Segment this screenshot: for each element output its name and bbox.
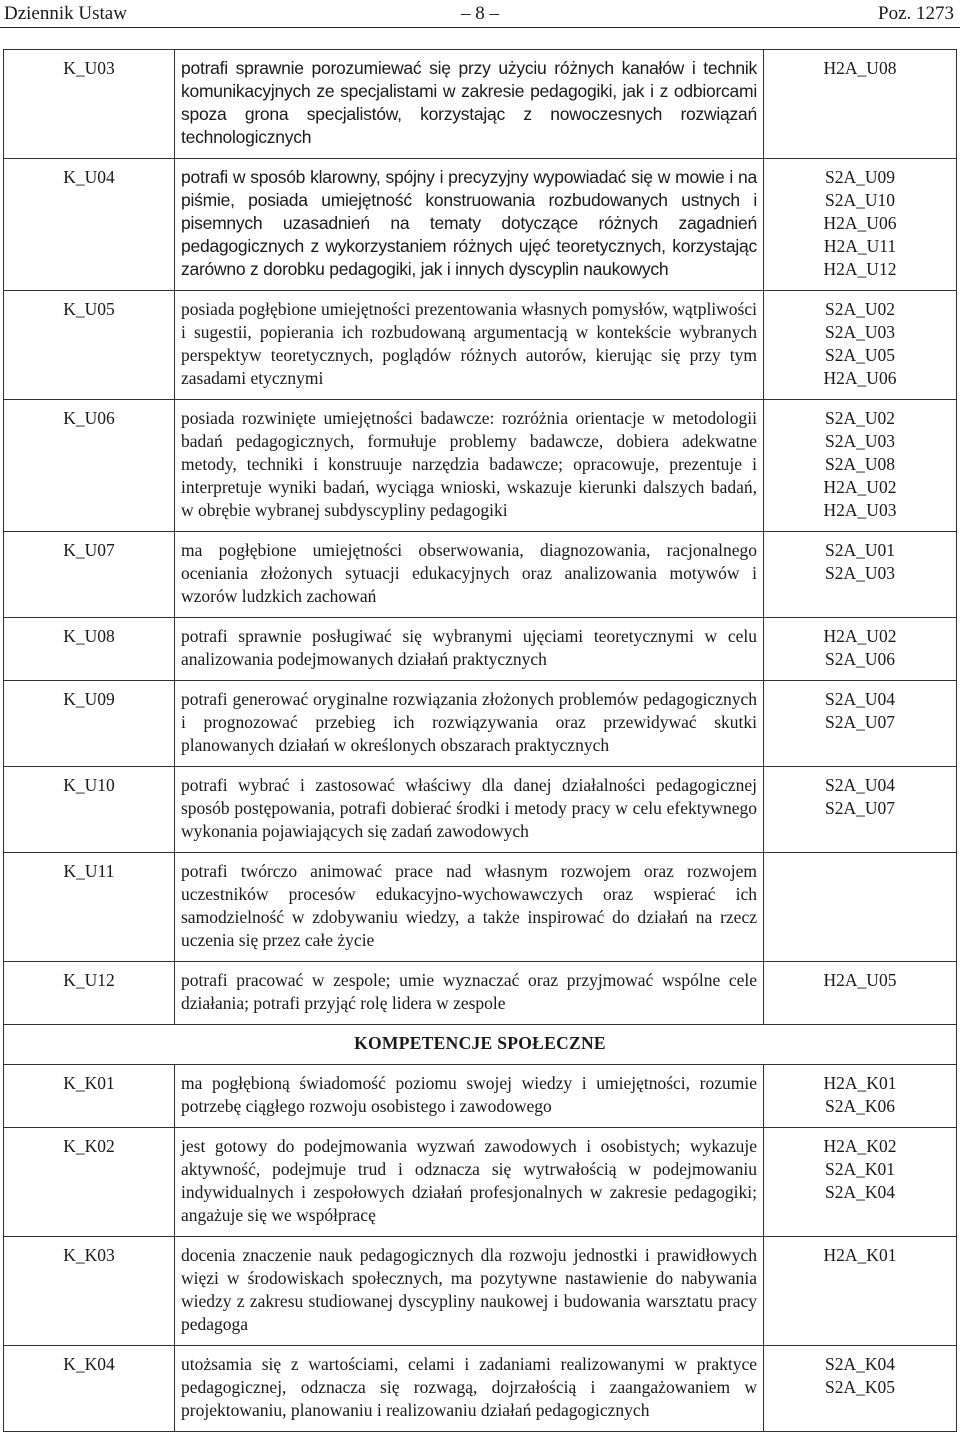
outcome-description: jest gotowy do podejmowania wyzwań zawodowych i osobistych; wykazuje aktywność, podejmuje trud i odznacza się wytrwałością w podejmowaniu indywidualnych i zespołowych działań profesjonalnych w zakresie pedagogiki; angażuje się we współpracę bbox=[175, 1128, 764, 1237]
outcome-description: docenia znaczenie nauk pedagogicznych dla rozwoju jednostki i prawidłowych więzi w środowiskach społecznych, ma pozytywne nastawienie do nabywania wiedzy z zakresu studiowanej dyscypliny naukowej i budowania warsztatu pracy pedagoga bbox=[175, 1237, 764, 1346]
reference-code: H2A_U02 bbox=[823, 477, 897, 497]
table-row bbox=[4, 159, 957, 291]
reference-code: H2A_U06 bbox=[823, 213, 897, 233]
outcome-code: K_K03 bbox=[4, 1237, 175, 1346]
header-divider bbox=[0, 27, 960, 28]
outcome-description: potrafi pracować w zespole; umie wyznaczać oraz przyjmować wspólne cele działania; potrafi przyjąć rolę lidera w zespole bbox=[175, 962, 764, 1025]
outcome-description: utożsamia się z wartościami, celami i zadaniami realizowanymi w praktyce pedagogicznej, odznacza się rozwagą, dojrzałością i zaangażowaniem w projektowaniu, planowaniu i realizowaniu działań pedagogicznych bbox=[175, 1346, 764, 1432]
outcome-references bbox=[764, 1065, 957, 1128]
outcome-description: potrafi w sposób klarowny, spójny i precyzyjny wypowiadać się w mowie i na piśmie, posiada umiejętność konstruowania rozbudowanych ustnych i pisemnych uzasadnień na tematy dotyczące różnych zagadnień pedagogicznych z wykorzystaniem różnych ujęć teoretycznych, korzystając zarówno z dorobku pedagogiki, jak i innych dyscyplin naukowych bbox=[175, 159, 764, 291]
outcome-code: K_U09 bbox=[4, 681, 175, 767]
outcome-references bbox=[764, 50, 957, 159]
outcome-description: ma pogłębione umiejętności obserwowania, diagnozowania, racjonalnego oceniania złożonych sytuacji edukacyjnych oraz analizowania motywów i wzorów ludzkich zachowań bbox=[175, 532, 764, 618]
reference-code: S2A_U04 bbox=[824, 689, 895, 709]
outcome-references bbox=[764, 1346, 957, 1432]
reference-code: S2A_U06 bbox=[824, 649, 895, 669]
learning-outcomes-table bbox=[3, 49, 957, 1432]
outcome-references bbox=[764, 1128, 957, 1237]
reference-code: H2A_K01 bbox=[823, 1245, 897, 1265]
table-row bbox=[4, 532, 957, 618]
outcome-code: K_K04 bbox=[4, 1346, 175, 1432]
page-number: – 8 – bbox=[461, 3, 499, 24]
outcome-code: K_U10 bbox=[4, 767, 175, 853]
outcome-references bbox=[764, 853, 957, 962]
outcome-code: K_U12 bbox=[4, 962, 175, 1025]
table-row bbox=[4, 50, 957, 159]
reference-code: H2A_K02 bbox=[823, 1136, 897, 1156]
reference-code: H2A_U05 bbox=[823, 970, 897, 990]
outcome-description: posiada rozwinięte umiejętności badawcze: rozróżnia orientacje w metodologii badań pedagogicznych, formułuje problemy badawcze, dobiera adekwatne metody, techniki i konstruuje narzędzia badawcze; opracowuje, prezentuje i interpretuje wyniki badań, wyciąga wnioski, wskazuje kierunki dalszych badań, w obrębie wybranej subdyscypliny pedagogiki bbox=[175, 400, 764, 532]
reference-code: S2A_U07 bbox=[824, 798, 895, 818]
outcome-references bbox=[764, 291, 957, 400]
outcome-references bbox=[764, 1237, 957, 1346]
outcome-description: potrafi generować oryginalne rozwiązania złożonych problemów pedagogicznych i prognozować przebieg ich rozwiązywania oraz przewidywać skutki planowanych działań w określonych obszarach praktycznych bbox=[175, 681, 764, 767]
reference-code: S2A_U04 bbox=[824, 775, 895, 795]
reference-code: S2A_U05 bbox=[824, 345, 895, 365]
table-row bbox=[4, 1346, 957, 1432]
reference-code: H2A_U06 bbox=[823, 368, 897, 388]
reference-code: H2A_U12 bbox=[823, 259, 897, 279]
reference-code: S2A_K01 bbox=[824, 1159, 895, 1179]
reference-code: S2A_U09 bbox=[824, 167, 895, 187]
outcome-references bbox=[764, 159, 957, 291]
reference-code: S2A_U03 bbox=[824, 563, 895, 583]
section-title: KOMPETENCJE SPOŁECZNE bbox=[4, 1025, 957, 1065]
reference-code: S2A_U08 bbox=[824, 454, 895, 474]
reference-code: S2A_U02 bbox=[824, 408, 895, 428]
table-row bbox=[4, 1128, 957, 1237]
table-row bbox=[4, 853, 957, 962]
reference-code: S2A_U03 bbox=[824, 431, 895, 451]
reference-code: S2A_U01 bbox=[824, 540, 895, 560]
reference-code: S2A_U10 bbox=[824, 190, 895, 210]
outcome-description: potrafi sprawnie posługiwać się wybranymi ujęciami teoretycznymi w celu analizowania podejmowanych działań praktycznych bbox=[175, 618, 764, 681]
outcome-code: K_U07 bbox=[4, 532, 175, 618]
outcome-code: K_K01 bbox=[4, 1065, 175, 1128]
outcome-description: potrafi sprawnie porozumiewać się przy użyciu różnych kanałów i technik komunikacyjnych ze specjalistami w zakresie pedagogiki, jak i z odbiorcami spoza grona specjalistów, korzystając z nowoczesnych rozwiązań technologicznych bbox=[175, 50, 764, 159]
table-row bbox=[4, 291, 957, 400]
outcome-references bbox=[764, 962, 957, 1025]
outcome-code: K_K02 bbox=[4, 1128, 175, 1237]
table-row bbox=[4, 962, 957, 1025]
page-header bbox=[0, 0, 960, 30]
outcome-references bbox=[764, 618, 957, 681]
reference-code: S2A_K05 bbox=[824, 1377, 895, 1397]
reference-code: H2A_U02 bbox=[823, 626, 897, 646]
journal-title: Dziennik Ustaw bbox=[4, 3, 127, 24]
reference-code: H2A_U03 bbox=[823, 500, 897, 520]
outcome-description: potrafi twórczo animować prace nad własnym rozwojem oraz rozwojem uczestników procesów edukacyjno-wychowawczych oraz wspierać ich samodzielność w zdobywaniu wiedzy, a także inspirować do działań na rzecz uczenia się przez całe życie bbox=[175, 853, 764, 962]
table-row bbox=[4, 618, 957, 681]
outcome-code: K_U05 bbox=[4, 291, 175, 400]
reference-code: H2A_K01 bbox=[823, 1073, 897, 1093]
table-row bbox=[4, 400, 957, 532]
outcome-description: potrafi wybrać i zastosować właściwy dla danej działalności pedagogicznej sposób postępowania, potrafi dobierać środki i metody pracy w celu efektywnego wykonania pojawiających się zadań zawodowych bbox=[175, 767, 764, 853]
reference-code: H2A_U11 bbox=[823, 236, 897, 256]
table-row bbox=[4, 681, 957, 767]
outcome-references bbox=[764, 532, 957, 618]
reference-code: S2A_U07 bbox=[824, 712, 895, 732]
outcome-code: K_U11 bbox=[4, 853, 175, 962]
outcome-references bbox=[764, 681, 957, 767]
table-row bbox=[4, 1237, 957, 1346]
reference-code: S2A_K06 bbox=[824, 1096, 895, 1116]
position-number: Poz. 1273 bbox=[878, 3, 954, 24]
outcome-references bbox=[764, 767, 957, 853]
table-row bbox=[4, 767, 957, 853]
outcome-code: K_U03 bbox=[4, 50, 175, 159]
reference-code: S2A_K04 bbox=[824, 1354, 895, 1374]
outcome-description: posiada pogłębione umiejętności prezentowania własnych pomysłów, wątpliwości i sugestii, popierania ich rozbudowaną argumentacją w kontekście wybranych perspektyw teoretycznych, poglądów różnych autorów, kierując się przy tym zasadami etycznymi bbox=[175, 291, 764, 400]
reference-code: S2A_U02 bbox=[824, 299, 895, 319]
reference-code: H2A_U08 bbox=[823, 58, 897, 78]
reference-code: S2A_U03 bbox=[824, 322, 895, 342]
outcome-description: ma pogłębioną świadomość poziomu swojej wiedzy i umiejętności, rozumie potrzebę ciągłego rozwoju osobistego i zawodowego bbox=[175, 1065, 764, 1128]
outcome-code: K_U08 bbox=[4, 618, 175, 681]
outcome-code: K_U06 bbox=[4, 400, 175, 532]
section-header-row bbox=[4, 1025, 957, 1065]
table-row bbox=[4, 1065, 957, 1128]
reference-code: S2A_K04 bbox=[824, 1182, 895, 1202]
outcome-code: K_U04 bbox=[4, 159, 175, 291]
outcome-references bbox=[764, 400, 957, 532]
